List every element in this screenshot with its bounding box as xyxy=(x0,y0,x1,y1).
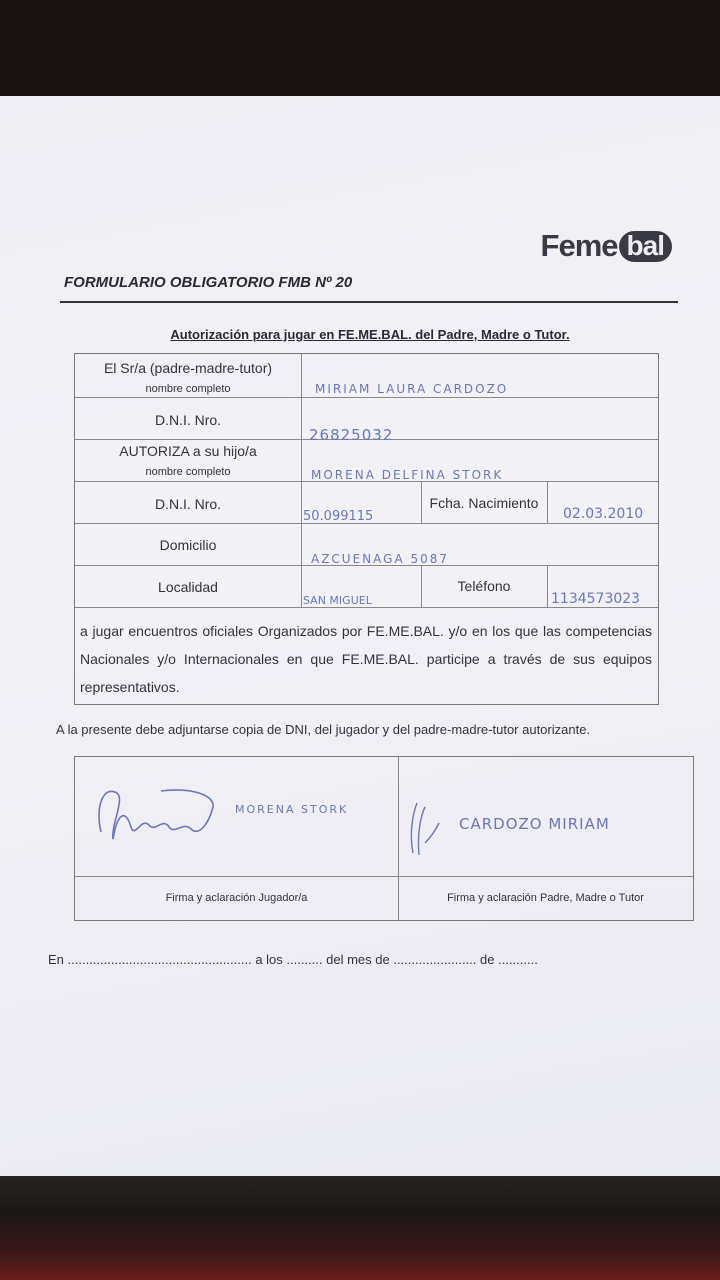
parent-dni-label: D.N.I. Nro. xyxy=(154,412,222,428)
parent-signature-caption: Firma y aclaración Padre, Madre o Tutor xyxy=(447,892,644,904)
parent-signature-icon xyxy=(405,793,465,863)
logo-pill: bal xyxy=(619,231,672,262)
player-clarification[interactable]: MORENA STORK xyxy=(235,803,349,816)
column-divider xyxy=(547,481,548,523)
column-divider xyxy=(301,354,302,607)
player-signature-icon xyxy=(91,777,221,857)
parent-dni-field[interactable]: 26825032 xyxy=(309,426,394,444)
date-line: En ................................................... a los .......... del mes de ....................... de ........... xyxy=(48,952,538,967)
parent-name-field[interactable]: MIRIAM LAURA CARDOZO xyxy=(315,382,509,396)
authorization-text: a jugar encuentros oficiales Organizados por FE.ME.BAL. y/o en los que las competencias Nacionales y/o Internacionales en que FE.ME.BAL. participe a través de sus equipos representativos. xyxy=(80,623,652,695)
child-dni-label: D.N.I. Nro. xyxy=(154,496,222,512)
phone-label: Teléfono xyxy=(457,578,511,594)
row-divider xyxy=(75,607,658,608)
child-header-label: AUTORIZA a su hijo/a xyxy=(119,443,257,459)
birth-date-label: Fcha. Nacimiento xyxy=(429,495,539,511)
title-divider xyxy=(60,301,678,303)
parent-header-label: El Sr/a (padre-madre-tutor) xyxy=(103,360,273,376)
child-name-label: nombre completo xyxy=(145,466,231,478)
phone-field[interactable]: 1134573023 xyxy=(551,591,641,607)
birth-date-field[interactable]: 02.03.2010 xyxy=(563,506,644,522)
parent-clarification[interactable]: CARDOZO MIRIAM xyxy=(459,815,610,833)
child-dni-field[interactable]: 50.099115 xyxy=(303,509,374,524)
logo-text: Feme xyxy=(540,228,618,263)
background-surface xyxy=(0,1170,720,1280)
row-divider xyxy=(75,397,658,398)
form-subtitle: Autorización para jugar en FE.ME.BAL. del Padre, Madre o Tutor. xyxy=(170,327,570,342)
column-divider xyxy=(547,565,548,607)
child-name-field[interactable]: MORENA DELFINA STORK xyxy=(311,468,504,482)
attachment-note: A la presente debe adjuntarse copia de DNI, del jugador y del padre-madre-tutor autorizante. xyxy=(56,722,591,737)
address-label: Domicilio xyxy=(159,537,217,553)
signature-table xyxy=(74,756,694,921)
address-field[interactable]: AZCUENAGA 5087 xyxy=(311,552,450,566)
form-title: FORMULARIO OBLIGATORIO FMB Nº 20 xyxy=(64,274,353,291)
form-paper xyxy=(0,96,720,1176)
city-field[interactable]: SAN MIGUEL xyxy=(303,594,372,607)
signature-row-divider xyxy=(75,876,693,877)
city-label: Localidad xyxy=(158,579,218,595)
femebal-logo xyxy=(541,228,672,264)
parent-name-label: nombre completo xyxy=(145,383,231,395)
player-signature-caption: Firma y aclaración Jugador/a xyxy=(165,892,308,904)
